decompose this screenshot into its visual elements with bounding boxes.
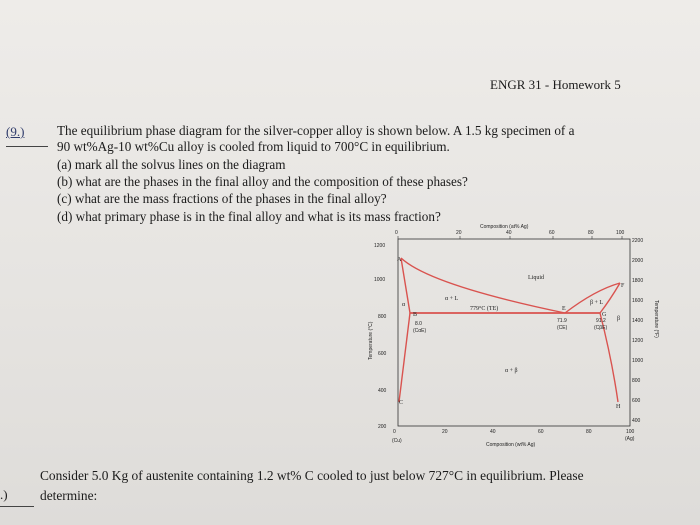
point-C: C xyxy=(399,400,404,406)
solvus-alpha xyxy=(399,313,410,402)
top-tick-60: 60 xyxy=(549,230,555,236)
point-E: E xyxy=(562,306,566,312)
right-tick-400: 400 xyxy=(632,418,641,424)
problem-9-line-2: 90 wt%Ag-10 wt%Cu alloy is cooled from liquid to 700°C in equilibrium. xyxy=(57,139,450,154)
phase-alpha-beta: α + β xyxy=(505,368,518,374)
left-axis-label: Temperature (°C) xyxy=(368,321,374,360)
comp-beta-sub: (CβE) xyxy=(594,325,608,331)
top-tick-40: 40 xyxy=(506,230,512,236)
right-end-label: (Ag) xyxy=(625,436,635,442)
problem-10-line-2: determine: xyxy=(40,488,98,503)
top-axis-label: Composition (at% Ag) xyxy=(480,224,529,230)
solidus-beta xyxy=(600,283,620,313)
problem-9-part-b: (b) what are the phases in the final alloy and the composition of these phases? xyxy=(57,174,468,189)
bottom-tick-80: 80 xyxy=(586,429,592,435)
bottom-tick-0: 0 xyxy=(393,429,396,435)
page-header: ENGR 31 - Homework 5 xyxy=(490,77,621,92)
liquidus-solidus-left xyxy=(401,258,600,313)
phase-beta-L: β + L xyxy=(590,300,604,306)
point-B: B xyxy=(413,312,418,318)
problem-10-line-1: Consider 5.0 Kg of austenite containing 1.2 wt% C cooled to just below 727°C in equilibrium. Please xyxy=(40,468,584,483)
point-G: G xyxy=(602,312,607,318)
point-H: H xyxy=(616,404,621,410)
top-tick-20: 20 xyxy=(456,230,462,236)
liquidus-left xyxy=(401,258,565,313)
top-tick-0: 0 xyxy=(395,230,398,236)
comp-E: 71.9 xyxy=(557,318,567,324)
phase-boundaries xyxy=(399,258,620,402)
top-tick-80: 80 xyxy=(588,230,594,236)
left-tick-200: 200 xyxy=(378,424,387,430)
top-tick-100: 100 xyxy=(616,230,625,236)
problem-9-line-1: The equilibrium phase diagram for the silver-copper alloy is shown below. A 1.5 kg specimen of a xyxy=(57,123,575,138)
bottom-tick-100: 100 xyxy=(626,429,635,435)
left-tick-400: 400 xyxy=(378,388,387,394)
comp-E-sub: (CE) xyxy=(557,325,568,331)
right-tick-1000: 1000 xyxy=(632,358,644,364)
problem-9-part-a: (a) mark all the solvus lines on the diagram xyxy=(57,157,286,172)
problem-10-underline xyxy=(0,506,34,507)
problem-10-number: .) xyxy=(0,487,8,502)
comp-beta: 91.2 xyxy=(596,318,606,324)
left-tick-1200: 1200 xyxy=(374,243,386,249)
phase-beta: β xyxy=(617,316,621,322)
eutectic-label: 779°C (TE) xyxy=(470,306,499,312)
liquidus-right xyxy=(565,283,620,313)
comp-alpha: 8.0 xyxy=(415,321,422,327)
point-F: F xyxy=(621,283,625,289)
right-axis-label: Temperature (°F) xyxy=(653,300,659,338)
problem-9-part-c: (c) what are the mass fractions of the phases in the final alloy? xyxy=(57,191,387,206)
right-axis xyxy=(632,238,659,424)
right-tick-2000: 2000 xyxy=(632,258,644,264)
right-tick-2200: 2200 xyxy=(632,238,644,244)
phase-alpha-L: α + L xyxy=(445,296,459,302)
left-axis xyxy=(368,243,387,430)
right-tick-1600: 1600 xyxy=(632,298,644,304)
left-tick-1000: 1000 xyxy=(374,277,386,283)
right-tick-1400: 1400 xyxy=(632,318,644,324)
left-tick-600: 600 xyxy=(378,351,387,357)
bottom-tick-20: 20 xyxy=(442,429,448,435)
point-A: A xyxy=(397,257,402,263)
bottom-axis-label: Composition (wt% Ag) xyxy=(486,442,536,448)
problem-9-number: (9.) xyxy=(6,124,25,139)
top-axis xyxy=(395,224,625,239)
bottom-tick-60: 60 xyxy=(538,429,544,435)
comp-alpha-sub: (CαE) xyxy=(413,328,427,334)
phase-alpha: α xyxy=(402,302,406,308)
right-tick-600: 600 xyxy=(632,398,641,404)
left-tick-800: 800 xyxy=(378,314,387,320)
plot-frame xyxy=(398,239,630,426)
bottom-axis xyxy=(392,429,635,448)
right-tick-1200: 1200 xyxy=(632,338,644,344)
bottom-tick-40: 40 xyxy=(490,429,496,435)
right-tick-800: 800 xyxy=(632,378,641,384)
problem-9-part-d: (d) what primary phase is in the final alloy and what is its mass fraction? xyxy=(57,209,441,224)
right-tick-1800: 1800 xyxy=(632,278,644,284)
phase-liquid: Liquid xyxy=(528,275,544,281)
left-end-label: (Cu) xyxy=(392,438,402,444)
